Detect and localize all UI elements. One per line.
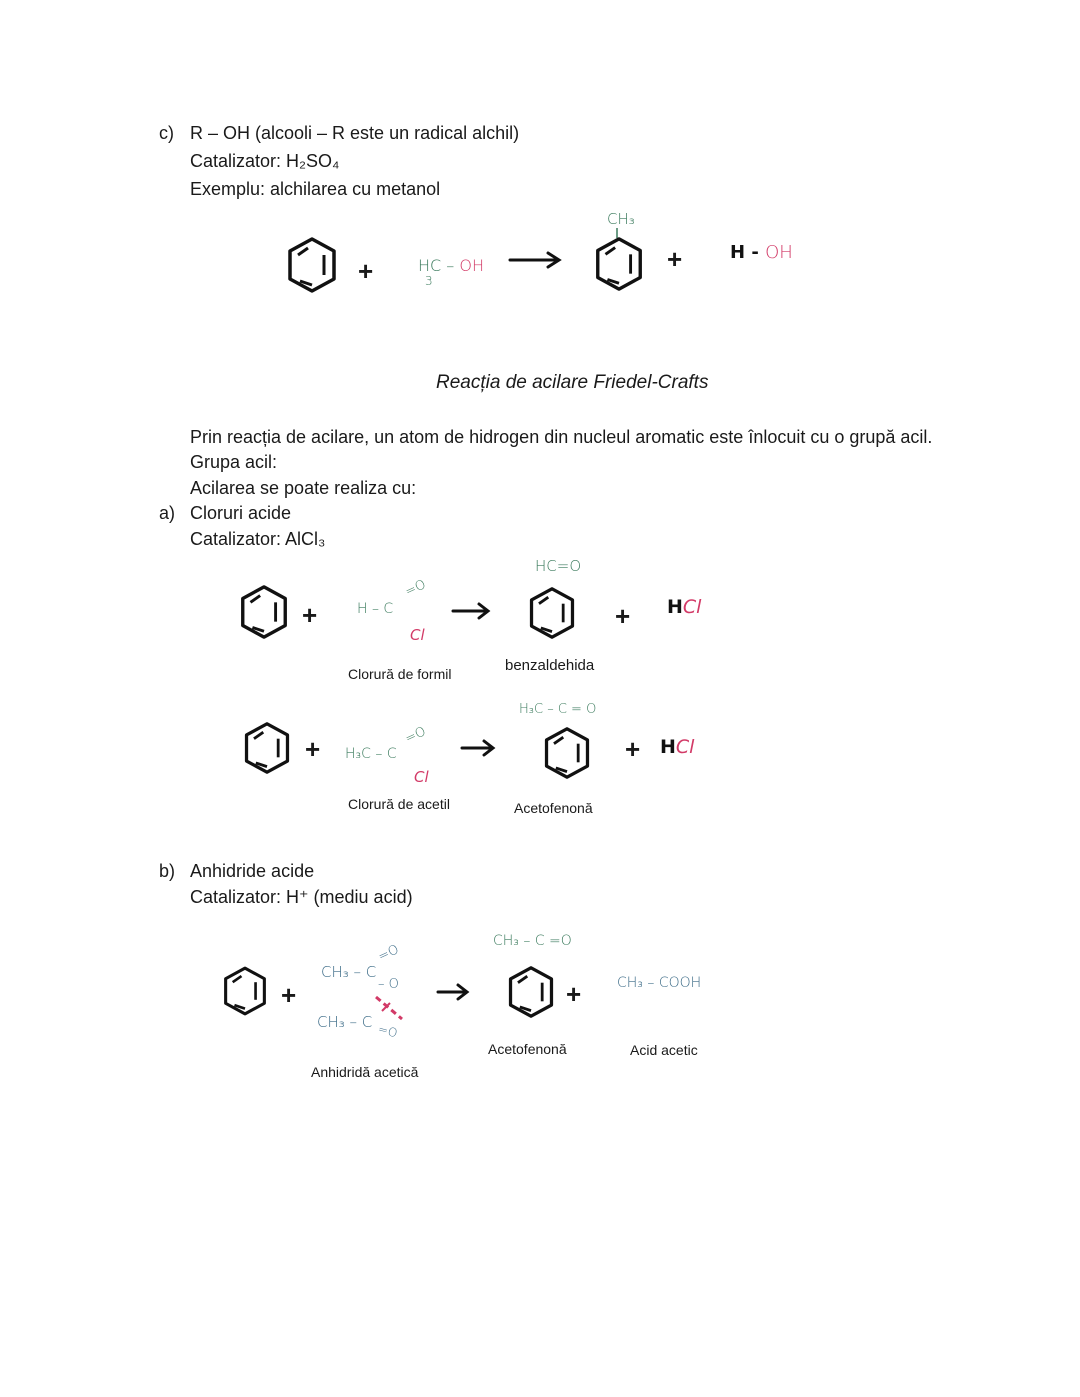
reaction-arrow-icon [460, 738, 496, 758]
bridging-oxygen: – O [378, 977, 399, 992]
acetophenone-ring-icon [507, 965, 555, 1019]
benzene-ring-icon [239, 584, 289, 640]
intro-paragraph: Prin reacția de acilare, un atom de hidrogen din nucleul aromatic este înlocuit cu o grupă acil. [190, 427, 933, 447]
hcl-formula: HCl [667, 596, 702, 618]
carbonyl-oxygen: =O [375, 942, 402, 965]
acetyl-chloride-label: Clorură de acetil [348, 796, 450, 812]
plus-sign: + [615, 601, 631, 631]
anhydrides-heading: Anhidride acide [190, 861, 315, 881]
bond-cleavage-mark [372, 993, 406, 1023]
benzene-ring-icon [242, 721, 292, 775]
chlorine-atom: Cl [414, 768, 429, 786]
plus-sign: + [358, 256, 374, 286]
example-text: Exemplu: alchilarea cu metanol [190, 179, 441, 199]
plus-sign: + [302, 600, 318, 630]
plus-sign: + [625, 734, 641, 764]
acetophenone-ring-icon [541, 726, 593, 780]
reaction-arrow-icon [451, 601, 491, 621]
acetyl-substituent: H₃C – C = O [519, 702, 597, 717]
acetic-acid-label: Acid acetic [630, 1042, 698, 1058]
toluene-ring-icon [594, 236, 644, 292]
formyl-chloride-label: Clorură de formil [348, 666, 452, 682]
acetic-anhydride-label: Anhidridă acetică [311, 1064, 419, 1080]
benzaldehyde-ring-icon [527, 586, 577, 640]
aldehyde-substituent: HC=O [535, 557, 582, 575]
acylation-methods-text: Acilarea se poate realiza cu: [190, 478, 417, 498]
alcohols-heading: R – OH (alcooli – R este un radical alchil) [190, 123, 520, 143]
benzene-ring-icon [287, 236, 337, 294]
acid-chlorides-heading: Cloruri acide [190, 503, 292, 523]
catalyst-text: Catalizator: H₂SO₄ [190, 151, 340, 171]
catalyst-text: Catalizator: H⁺ (mediu acid) [190, 887, 413, 907]
anhydride-bottom-group: CH₃ – C [317, 1013, 373, 1031]
carbonyl-oxygen: =O [402, 724, 429, 747]
plus-sign: + [667, 244, 683, 274]
plus-sign: + [305, 734, 321, 764]
catalyst-text: Catalizator: AlCl₃ [190, 529, 326, 549]
reaction-arrow-icon [508, 250, 562, 270]
methyl-substituent: CH₃ [607, 210, 635, 228]
plus-sign: + [566, 979, 582, 1009]
list-marker-c: c) [159, 123, 174, 143]
formyl-chloride-formula: H – C [357, 601, 394, 617]
acetyl-substituent: CH₃ – C =O [493, 933, 572, 949]
hcl-formula: HCl [660, 736, 695, 758]
anhydride-top-group: CH₃ – C [321, 963, 377, 981]
chlorine-atom: Cl [410, 626, 425, 644]
acyl-group-text: Grupa acil: [190, 452, 278, 472]
carbonyl-oxygen: =O [402, 577, 429, 600]
plus-sign: + [281, 980, 297, 1010]
list-marker-a: a) [159, 503, 176, 523]
methanol-formula: HC – OH [418, 256, 484, 275]
list-marker-b: b) [159, 861, 176, 881]
acetyl-chloride-formula: H₃C – C [345, 746, 397, 762]
reaction-arrow-icon [436, 982, 470, 1002]
acetophenone-label: Acetofenonă [514, 800, 593, 816]
section-title: Reacția de acilare Friedel-Crafts [436, 372, 709, 393]
methanol-subscript: 3 [425, 274, 433, 288]
benzaldehyde-label: benzaldehida [505, 657, 595, 674]
acetic-acid-formula: CH₃ – COOH [617, 975, 702, 991]
benzene-ring-icon [223, 964, 267, 1018]
acetophenone-label: Acetofenonă [488, 1041, 567, 1057]
water-formula: H - OH [730, 242, 793, 263]
carbonyl-oxygen: =O [376, 1021, 399, 1041]
